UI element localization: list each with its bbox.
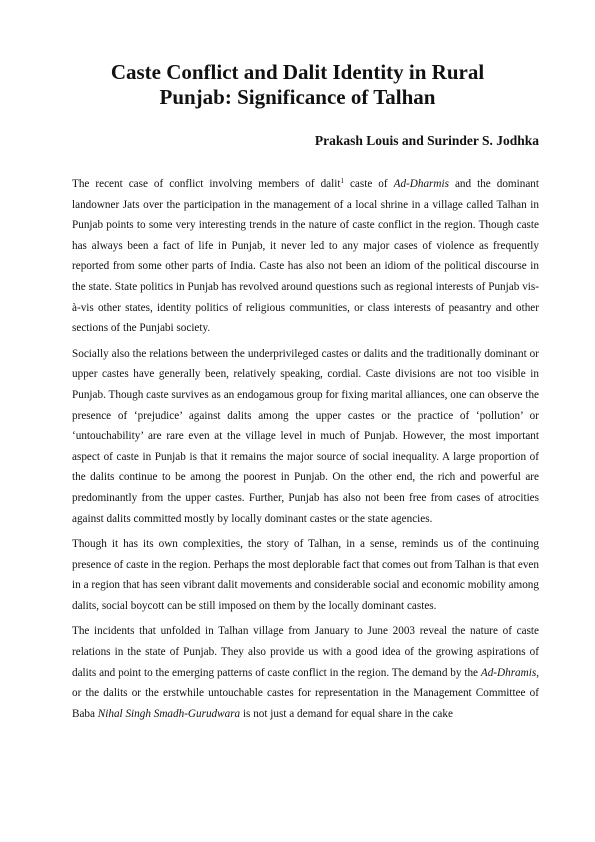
paragraph-4-text-a: The incidents that unfolded in Talhan village from January to June 2003 reveal the nature of caste relations in the state of Punjab. They also provide us with a good idea of the growing aspirations of dalits and point to the emerging patterns of caste conflict in the region. The demand by the	[72, 625, 539, 679]
paragraph-3: Though it has its own complexities, the story of Talhan, in a sense, reminds us of the continuing presence of caste in the region. Perhaps the most deplorable fact that comes out from Talhan is that even in a region that has seen vibrant dalit movements and considerable social and economic mobility among dalits, social boycott can be still imposed on them by the locally dominant castes.	[72, 538, 539, 612]
paragraph-4-italic-1: Ad-Dhramis	[480, 666, 537, 679]
paragraph-1-text-a: The recent case of conflict involving members of dalit	[72, 178, 341, 190]
paragraph-1-text-b: caste of	[343, 178, 394, 190]
paragraph-1	[72, 174, 539, 339]
paragraph-4-text-c: is not just a demand for equal share in the cake	[240, 707, 453, 720]
paragraph-4-italic-2: Nihal Singh Smadh-Gurudwara	[97, 707, 241, 720]
footnote-marker: 1	[340, 177, 344, 185]
body-text	[72, 174, 539, 729]
paragraph-1-italic: Ad-Dharmis	[393, 178, 449, 190]
page-title	[60, 60, 535, 110]
title-line-2: Punjab: Significance of Talhan	[159, 85, 436, 109]
paragraph-2: Socially also the relations between the underprivileged castes or dalits and the traditionally dominant or upper castes have generally been, relatively speaking, cordial. Caste divisions are not too visible in Punjab. Though caste survives as an endogamous group for fixing marital alliances, one can observe the presence of ‘prejudice’ against dalits among the upper castes or the practice of ‘pollution’ or ‘untouchability’ are rare even at the village level in much of Punjab. However, the most important aspect of caste in Punjab is that it remains the major source of social inequality. A large proportion of the dalits continue to be among the poorest in Punjab. On the other end, the rich and powerful are predominantly from the upper castes. Further, Punjab has also not been free from cases of atrocities against dalits committed mostly by locally dominant castes or the state agencies.	[72, 347, 539, 525]
authors: Prakash Louis and Surinder S. Jodhka	[314, 133, 539, 148]
paragraph-4-text-b: , or the dalits or the erstwhile untouchable castes for representation in the Management Committee of Baba	[72, 666, 539, 720]
paragraph-4	[72, 621, 539, 724]
paragraph-1-text-c: and the dominant landowner Jats over the participation in the management of a local shrine in a village called Talhan in Punjab points to some very interesting trends in the nature of caste conflict in the region. Though caste has always been a fact of life in Punjab, it never led to any major cases of violence as frequently reported from some other parts of India. Caste has also not been an idiom of the political discourse in the state. State politics in Punjab has revolved around questions such as regional interests of Punjab vis-à-vis other states, identity politics of religious communities, or class interests of peasantry and other sections of the Punjabi society.	[72, 178, 539, 335]
title-line-1: Caste Conflict and Dalit Identity in Rural	[110, 60, 485, 84]
